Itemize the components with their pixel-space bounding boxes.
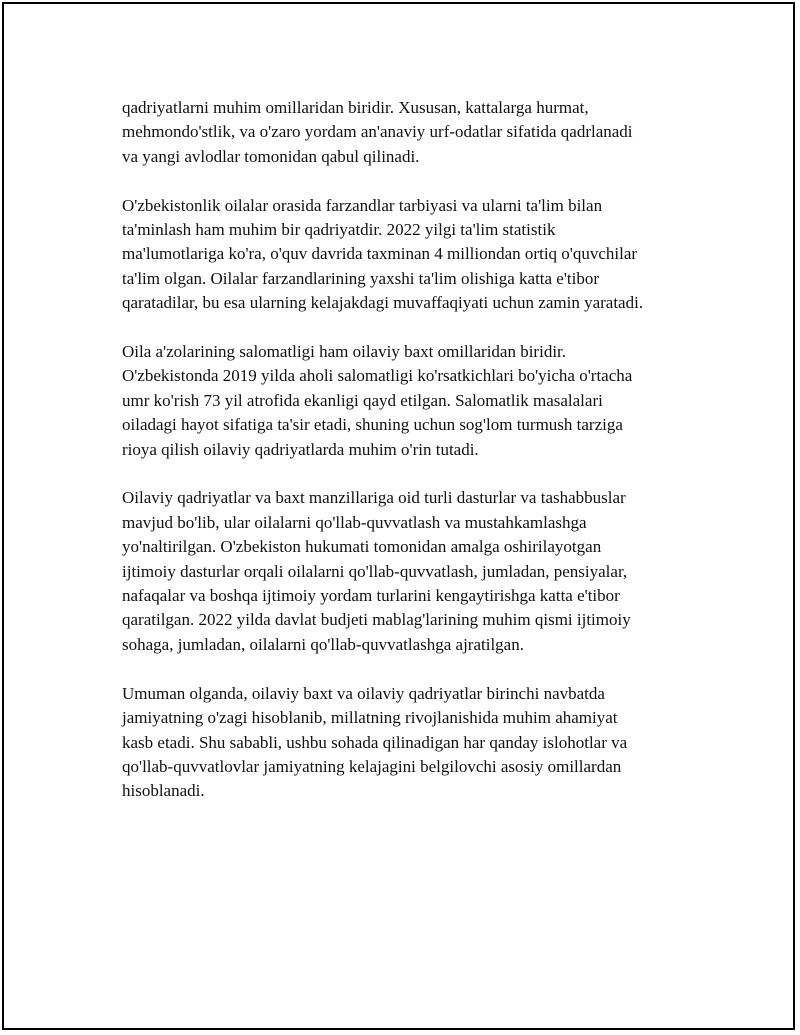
text-line: hisoblanadi. [122, 781, 205, 801]
text-line: va yangi avlodlar tomonidan qabul qilinadi. [122, 146, 420, 166]
text-line: ijtimoiy dasturlar orqali oilalarni qo'llab-quvvatlash, jumladan, pensiyalar, [122, 561, 628, 581]
paragraph-5 [122, 682, 702, 804]
paragraph-3 [122, 340, 702, 462]
text-line: rioya qilish oilaviy qadriyatlarda muhim o'rin tutadi. [122, 439, 479, 459]
text-line: nafaqalar va boshqa ijtimoiy yordam turlarini kengaytirishga katta e'tibor [122, 586, 620, 606]
text-line: Umuman olganda, oilaviy baxt va oilaviy qadriyatlar birinchi navbatda [122, 683, 605, 703]
text-line: mehmondo'stlik, va o'zaro yordam an'anaviy urf-odatlar sifatida qadrlanadi [122, 122, 633, 142]
text-line: ta'minlash ham muhim bir qadriyatdir. 2022 yilgi ta'lim statistik [122, 220, 556, 240]
text-line: mavjud bo'lib, ular oilalarni qo'llab-quvvatlash va mustahkamlashga [122, 512, 587, 532]
text-line: qaratadilar, bu esa ularning kelajakdagi muvaffaqiyati uchun zamin yaratadi. [122, 293, 644, 313]
text-line: qo'llab-quvvatlovlar jamiyatning kelajagini belgilovchi asosiy omillardan [122, 756, 622, 776]
page-frame [2, 2, 795, 1030]
text-line: O'zbekistonda 2019 yilda aholi salomatligi ko'rsatkichlari bo'yicha o'rtacha [122, 366, 633, 386]
text-line: Oilaviy qadriyatlar va baxt manzillariga oid turli dasturlar va tashabbuslar [122, 488, 626, 508]
paragraph-4 [122, 486, 702, 657]
text-line: yo'naltirilgan. O'zbekiston hukumati tomonidan amalga oshirilayotgan [122, 537, 602, 557]
text-line: kasb etadi. Shu sababli, ushbu sohada qilinadigan har qanday islohotlar va [122, 732, 628, 752]
text-line: ma'lumotlariga ko'ra, o'quv davrida taxminan 4 milliondan ortiq o'quvchilar [122, 244, 638, 264]
text-line: ta'lim olgan. Oilalar farzandlarining yaxshi ta'lim olishiga katta e'tibor [122, 268, 600, 288]
text-line: jamiyatning o'zagi hisoblanib, millatning rivojlanishida muhim ahamiyat [122, 708, 618, 728]
document-body [122, 96, 702, 828]
paragraph-1 [122, 96, 702, 169]
text-line: O'zbekistonlik oilalar orasida farzandlar tarbiyasi va ularni ta'lim bilan [122, 195, 603, 215]
text-line: qadriyatlarni muhim omillaridan biridir. Xususan, kattalarga hurmat, [122, 98, 589, 117]
text-line: umr ko'rish 73 yil atrofida ekanligi qayd etilgan. Salomatlik masalalari [122, 390, 603, 410]
text-line: oiladagi hayot sifatiga ta'sir etadi, shuning uchun sog'lom turmush tarziga [122, 415, 623, 435]
text-line: Oila a'zolarining salomatligi ham oilaviy baxt omillaridan biridir. [122, 342, 567, 362]
text-line: sohaga, jumladan, oilalarni qo'llab-quvvatlashga ajratilgan. [122, 634, 524, 654]
text-line: qaratilgan. 2022 yilda davlat budjeti mablag'larining muhim qismi ijtimoiy [122, 610, 631, 630]
paragraph-2 [122, 194, 702, 316]
